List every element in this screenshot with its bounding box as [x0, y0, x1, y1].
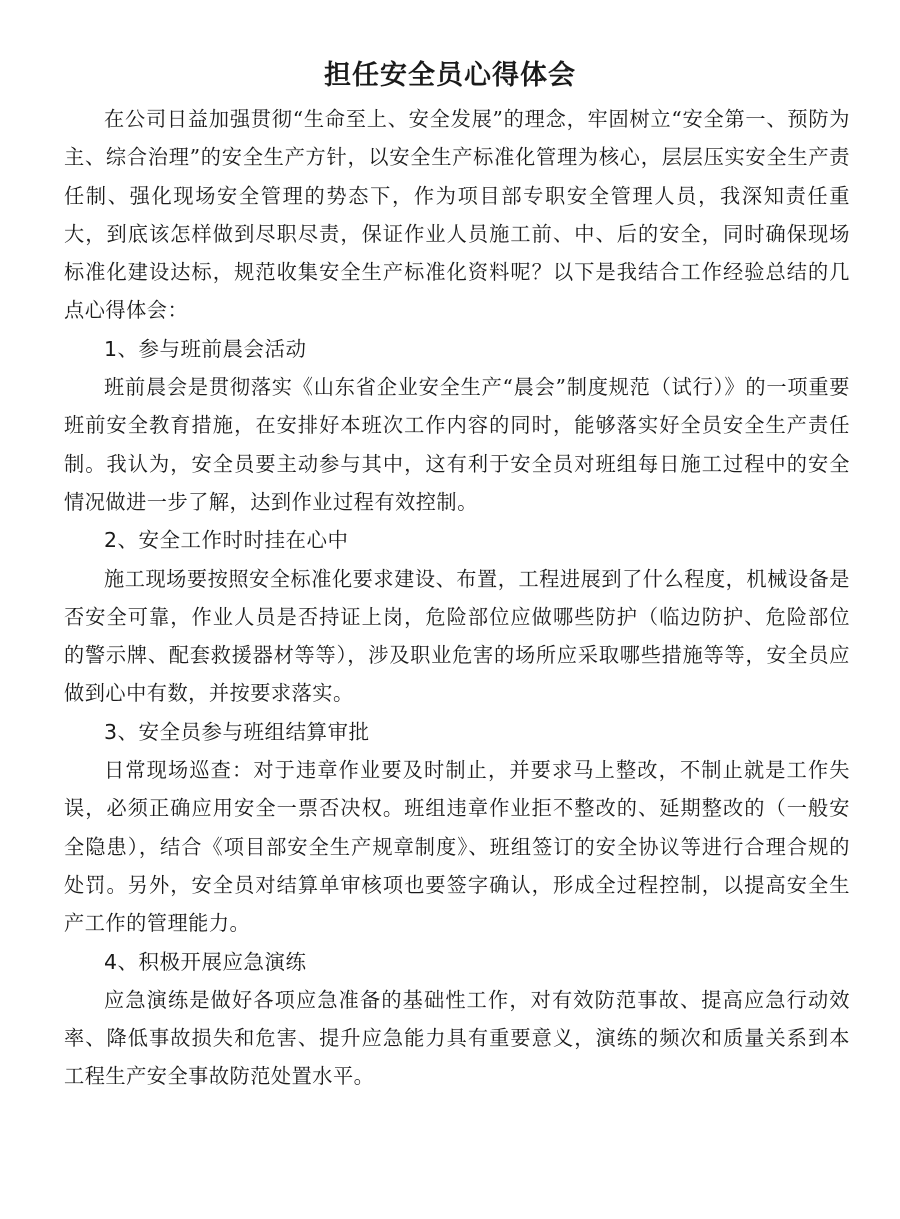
document-body	[64, 100, 850, 1096]
section-heading-4: 4、积极开展应急演练	[104, 949, 307, 974]
intro-paragraph: 在公司日益加强贯彻“生命至上、安全发展”的理念，牢固树立“安全第一、预防为主、综合治理”的安全生产方针，以安全生产标准化管理为核心，层层压实安全生产责任制、强化现场安全管理的势态下，作为项目部专职安全管理人员，我深知责任重大，到底该怎样做到尽职尽责，保证作业人员施工前、中、后的安全，同时确保现场标准化建设达标，规范收集安全生产标准化资料呢？以下是我结合工作经验总结的几点心得体会：	[64, 107, 850, 323]
section-body-3: 日常现场巡查：对于违章作业要及时制止，并要求马上整改，不制止就是工作失误，必须正确应用安全一票否决权。班组违章作业拒不整改的、延期整改的（一般安全隐患），结合《项目部安全生产规章制度》、班组签订的安全协议等进行合理合规的处罚。另外，安全员对结算单审核项也要签字确认，形成全过程控制，以提高安全生产工作的管理能力。	[64, 758, 850, 936]
section-body-2: 施工现场要按照安全标准化要求建设、布置，工程进展到了什么程度，机械设备是否安全可靠，作业人员是否持证上岗，危险部位应做哪些防护（临边防护、危险部位的警示牌、配套救援器材等等），涉及职业危害的场所应采取哪些措施等等，安全员应做到心中有数，并按要求落实。	[64, 566, 850, 706]
section-heading-1: 1、参与班前晨会活动	[104, 336, 307, 361]
section-heading-3: 3、安全员参与班组结算审批	[104, 719, 370, 744]
page-title: 担任安全员心得体会	[324, 60, 576, 91]
section-body-1: 班前晨会是贯彻落实《山东省企业安全生产“晨会”制度规范（试行）》的一项重要班前安全教育措施，在安排好本班次工作内容的同时，能够落实好全员安全生产责任制。我认为，安全员要主动参与其中，这有利于安全员对班组每日施工过程中的安全情况做进一步了解，达到作业过程有效控制。	[64, 375, 850, 514]
section-body-4: 应急演练是做好各项应急准备的基础性工作，对有效防范事故、提高应急行动效率、降低事故损失和危害、提升应急能力具有重要意义，演练的频次和质量关系到本工程生产安全事故防范处置水平。	[64, 987, 850, 1089]
section-heading-2: 2、安全工作时时挂在心中	[104, 528, 349, 553]
